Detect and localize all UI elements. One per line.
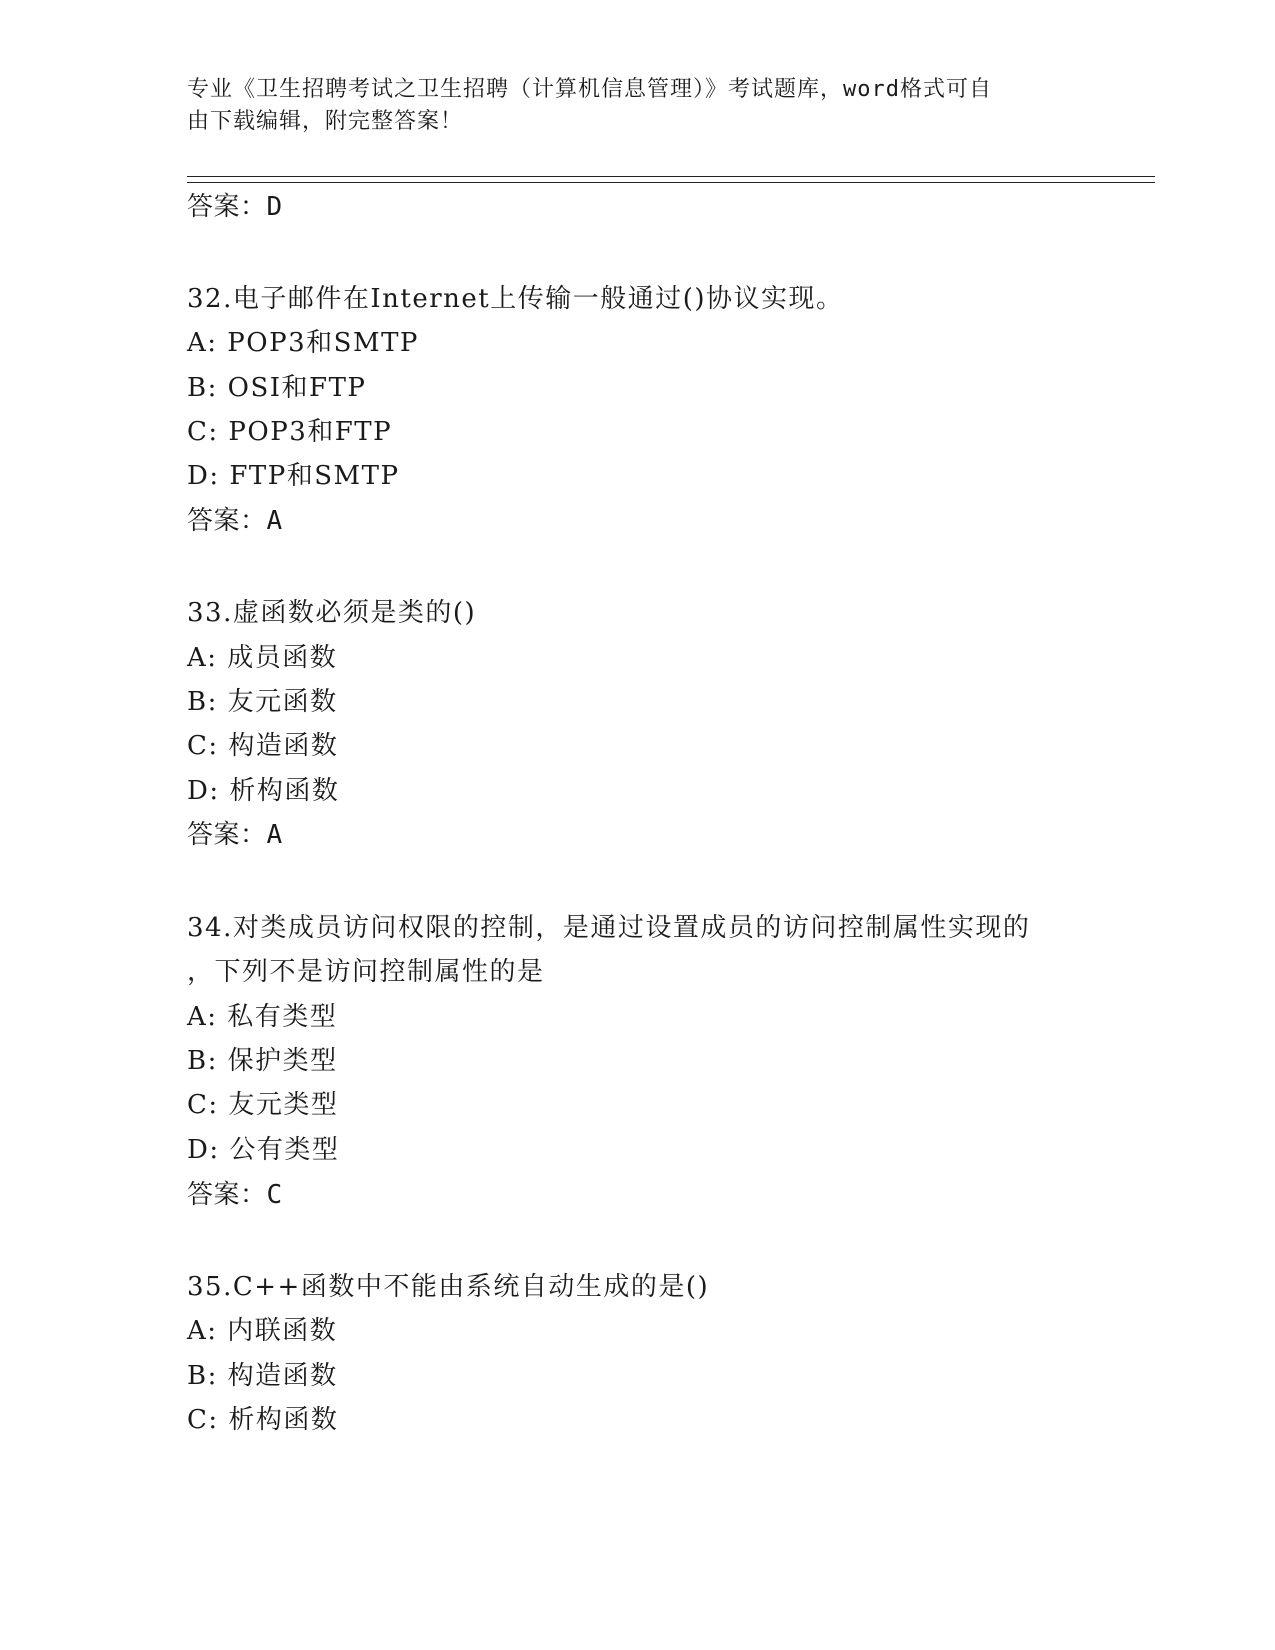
answer-prev: 答案：D <box>187 192 283 222</box>
question-32-option-d: D: FTP和SMTP <box>187 461 400 491</box>
question-34-option-c: C: 友元类型 <box>187 1090 339 1120</box>
question-34-option-a: A: 私有类型 <box>187 1002 338 1032</box>
question-34-option-d: D: 公有类型 <box>187 1135 340 1165</box>
header-line-1: 专业《卫生招聘考试之卫生招聘（计算机信息管理）》考试题库，word格式可自 <box>187 77 992 102</box>
question-32-stem: 32.电子邮件在Internet上传输一般通过()协议实现。 <box>187 284 844 314</box>
question-33-option-d: D: 析构函数 <box>187 776 340 806</box>
question-35-option-a: A: 内联函数 <box>187 1316 338 1346</box>
question-32-option-c: C: POP3和FTP <box>187 417 393 447</box>
question-34-option-b: B: 保护类型 <box>187 1046 338 1076</box>
question-35-stem: 35.C++函数中不能由系统自动生成的是() <box>187 1272 710 1302</box>
question-34-stem-line-2: ，下列不是访问控制属性的是 <box>187 957 545 987</box>
question-33-stem: 33.虚函数必须是类的() <box>187 598 477 628</box>
question-35-option-b: B: 构造函数 <box>187 1361 338 1391</box>
question-32-option-b: B: OSI和FTP <box>187 373 367 403</box>
header-rule-top <box>187 176 1155 177</box>
document-header <box>187 74 1067 138</box>
header-rule-bottom <box>187 182 1155 183</box>
header-line-2: 由下载编辑，附完整答案！ <box>187 109 464 134</box>
question-34-stem-line-1: 34.对类成员访问权限的控制，是通过设置成员的访问控制属性实现的 <box>187 913 1031 943</box>
question-33-option-a: A: 成员函数 <box>187 643 338 673</box>
question-32-option-a: A: POP3和SMTP <box>187 328 419 358</box>
question-34-answer: 答案：C <box>187 1180 283 1210</box>
question-33-answer: 答案：A <box>187 820 283 850</box>
question-35-option-c: C: 析构函数 <box>187 1405 339 1435</box>
question-33-option-c: C: 构造函数 <box>187 731 339 761</box>
question-33-option-b: B: 友元函数 <box>187 687 338 717</box>
question-32-answer: 答案：A <box>187 506 283 536</box>
